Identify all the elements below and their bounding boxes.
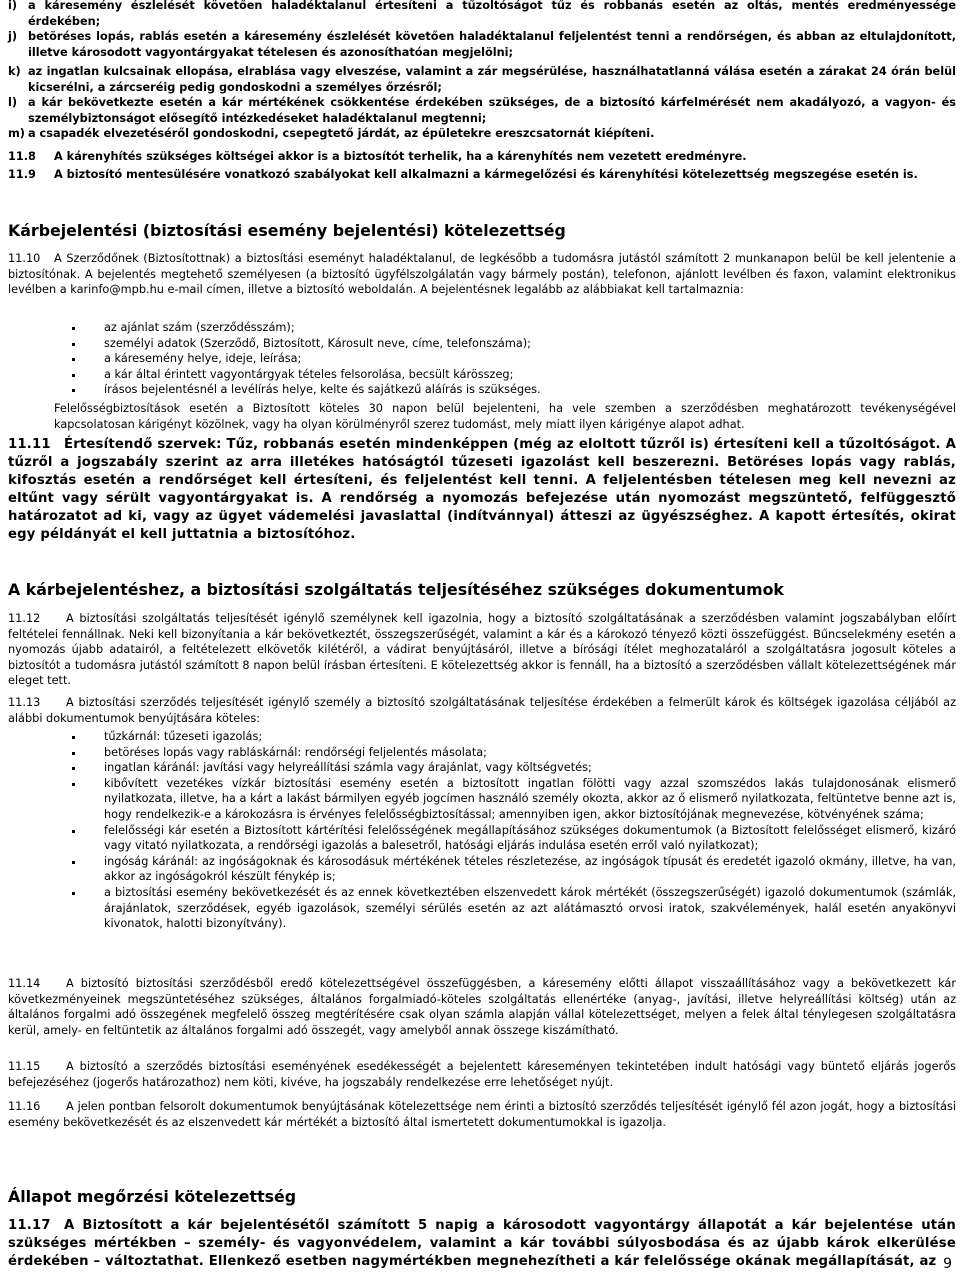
list-item: személyi adatok (Szerződő, Biztosított, Károsult neve, címe, telefonszáma);	[104, 336, 956, 352]
list-item: írásos bejelentésnél a levélírás helye, kelte és sajátkezű aláírás is szükséges.	[104, 382, 956, 398]
bullet-icon	[72, 358, 75, 361]
paragraph-11-15: 11.15 A biztosító a szerződés biztosítási eseményének esedékességét a bejelentett káreseményen tekintetében indult hatósági vagy büntető eljárás jogerős befejezéséhez (jogerős határozathoz) nem köti, kivéve, ha jogszabály rendelkezése erre lehetőséget nyújt.	[8, 1060, 956, 1089]
list-items-k-m	[8, 64, 956, 142]
list-item: a káresemény helye, ideje, leírása;	[104, 351, 956, 367]
list-item: i) a káresemény észlelését követően haladéktalanul értesíteni a tűzoltóságot tűz és robbanás esetén az oltás, mentés eredményessége érdekében;	[8, 0, 956, 28]
paragraph-11-17: 11.17 A Biztosított a kár bejelentésétől számított 5 napig a károsodott vagyontárgy állapotát a kár bejelentése után szükséges mértékben – személy- és vagyonvédelem, valamint a kár további súlyosbodása és az újabb károk elkerülése érdekében – változtathat. Ellenkező esetben nagymértékben megnehezítheti a kár felelőssége okának megállapítását, az	[8, 1218, 956, 1269]
bullet-icon	[72, 389, 75, 392]
list-item: az ajánlat szám (szerződésszám);	[104, 320, 956, 336]
paragraph-11-14: 11.14 A biztosító biztosítási szerződésből eredő kötelezettségével összefüggésben, a káresemény előtti állapot visszaállításához vagy a bekövetkezett kár következményeinek megszüntetéséhez szükséges, általános forgalmiadó-köteles szolgáltatás ellenértéke (anyag-, javítási, illetve helyreállítási költség) után az általános forgalmi adó összegének megfelelő összeg megtérítésére csak olyan számla alapján vállal kötelezettséget, melyen a felek által ténylegesen szolgáltatásra kerül, amely- en feltüntetik az általános forgalmi adó összegét, vagy amelyből annak összege kiszámítható.	[8, 977, 956, 1037]
bullet-icon	[72, 374, 75, 377]
list-item: a biztosítási esemény bekövetkezését és az ennek következtében elszenvedett károk mértékét (összegszerűségét) igazoló dokumentumok (számlák, árajánlatok, szerződések, egyéb igazolások, személyi sérülés esetén az azt alátámasztó orvosi iratok, szakvélemények, halál esetén anyakönyvi kivonatok, halotti bizonyítvány).	[104, 885, 956, 932]
list-item: m) a csapadék elvezetéséről gondoskodni, csepegtető járdát, az épületekre ereszcsatornát kiépíteni.	[8, 127, 655, 141]
paragraph-11-9: 11.9 A biztosító mentesülésére vonatkozó szabályokat kell alkalmazni a kármegelőzési és kárenyhítési kötelezettség megszegése esetén is.	[8, 168, 918, 181]
list-item: betöréses lopás vagy rabláskárnál: rendőrségi feljelentés másolata;	[104, 745, 956, 761]
bullet-icon	[72, 752, 75, 755]
list-item: kibővített vezetékes vízkár biztosítási esemény esetén a biztosított ingatlan fölötti vagy azzal szomszédos lakás tulajdonosának elismerő nyilatkozata, illetve, ha a kárt a lakást bármilyen egyéb jogcímen használó személy okozta, akkor az ő elismerő nyilatkozata, feltüntetve benne azt is, hogy rendelkezik-e a károkozásra is érvényes felelősségbiztosítással; amennyiben igen, akkor biztosítójának megnevezése, kötvényének száma;	[104, 776, 956, 823]
required-data-list	[104, 320, 956, 398]
list-item: tűzkárnál: tűzeseti igazolás;	[104, 729, 956, 745]
section-heading-allapot-megorzes: Állapot megőrzési kötelezettség	[8, 1187, 297, 1206]
bullet-icon	[72, 861, 75, 864]
bullet-icon	[72, 830, 75, 833]
paragraph-11-13: 11.13 A biztosítási szerződés teljesítését igénylő személy a biztosító szolgáltatásának teljesítése érdekében a felmerült károk és költségek igazolása céljából az alábbi dokumentumok benyújtására köteles:	[8, 696, 956, 725]
list-item: felelősségi kár esetén a Biztosított kártérítési felelősségének megállapításához szükséges dokumentumok (a Biztosított felelősséget elismerő, kizáró vagy vitató nyilatkozata, a rendőrségi igazolás a balesetről, hatósági eljárás indulása esetén erről való nyilatkozat);	[104, 823, 956, 854]
bullet-icon	[72, 783, 75, 786]
section-heading-karbejelentes: Kárbejelentési (biztosítási esemény bejelentési) kötelezettség	[8, 221, 566, 240]
paragraph-11-10: 11.10 A Szerződőnek (Biztosítottnak) a biztosítási eseményt haladéktalanul, de legkésőbb a tudomásra jutástól számított 2 munkanapon belül be kell jelentenie a biztosítónak. A bejelentés megtehető személyesen (a biztosító ügyfélszolgálatán vagy bármely postán), telefonon, ajánlott levélben és faxon, valamint elektronikus levélben a karinfo@mpb.hu e-mail címen, illetve a biztosító weboldalán. A bejelentésnek legalább az alábbiakat kell tartalmaznia:	[8, 252, 956, 297]
list-item: k) az ingatlan kulcsainak ellopása, elrablása vagy elveszése, valamint a zár megsérülése, használhatatlanná válása esetén a zárakat 24 órán belül kicserélni, a zárcseréig pedig gondoskodni a személyes őrzésről;	[8, 65, 956, 94]
list-item: ingóság káránál: az ingóságoknak és károsodásuk mértékének tételes részletezése, az ingóságok típusát és eredetét igazoló okmány, illetve, ha van, akkor az ingóságokról készült fénykép is;	[104, 854, 956, 885]
paragraph-11-12: 11.12 A biztosítási szolgáltatás teljesítését igénylő személynek kell igazolnia, hogy a biztosító szolgáltatásának a szerződésben valamint jogszabályban előírt feltételei fennállnak. Neki kell bizonyítania a kár bekövetkeztét, összegszerűségét, valamint a kár és a károkozó tényező közti összefüggést. Bűncselekmény esetén a nyomozás újabb adatairól, a feltételezett elkövetők kilétéről, a vádirat benyújtásáról, illetve a bírósági ítélet meghozataláról a szolgáltatásra jogosult köteles a biztosítót a tudomásra jutástól számított 8 napon belül írásban értesíteni. E kötelezettség akkor is fennáll, ha a biztosító a szerződésben vállalt kötelezettségének már eleget tett.	[8, 612, 956, 688]
required-documents-list	[104, 729, 956, 932]
bullet-icon	[72, 327, 75, 330]
list-items-i-j	[8, 0, 956, 60]
list-item: j) betöréses lopás, rablás esetén a káresemény észlelését követően haladéktalanul feljelentést tenni a rendőrségen, és abban az eltulajdonított, illetve károsodott vagyontárgyakat tételesen és azonosíthatóan megjelölni;	[8, 30, 956, 59]
bullet-icon	[72, 767, 75, 770]
list-item: ingatlan káránál: javítási vagy helyreállítási számla vagy árajánlat, vagy költségvetés;	[104, 760, 956, 776]
section-heading-dokumentumok: A kárbejelentéshez, a biztosítási szolgáltatás teljesítéséhez szükséges dokumentumok	[8, 580, 784, 599]
paragraph-11-10-tail: Felelősségbiztosítások esetén a Biztosított köteles 30 napon belül bejelenteni, ha vele szemben a szerződésben meghatározott tevékenységével kapcsolatosan kárigényt közölnek, vagy ha olyan körülményről szerez tudomást, mely miatt ilyen kárigénye alapot adhat.	[54, 402, 956, 431]
bullet-icon	[72, 892, 75, 895]
paragraph-11-11: 11.11 Értesítendő szervek: Tűz, robbanás esetén mindenképpen (még az eloltott tűzről is) értesíteni kell a tűzoltóságot. A tűzről a jogszabály szerint az arra illetékes hatóságtól tűzeseti igazolást kell beszerezni. Betöréses lopás vagy rablás, kifosztás esetén a rendőrséget kell értesíteni, és feljelentést kell tenni. A feljelentésben tételesen meg kell nevezni az eltűnt vagy sérült vagyontárgyakat is. A rendőrség a nyomozás befejezése után nyomozást megszüntető, felfüggesztő határozatot ad ki, vagy az ügyet vádemelési javaslattal (indítvánnyal) átteszi az ügyészséghez. A kapott értesítés, okirat egy példányát el kell juttatnia a biztosítóhoz.	[8, 437, 956, 542]
paragraph-11-16: 11.16 A jelen pontban felsorolt dokumentumok benyújtásának kötelezettsége nem érinti a biztosító szerződés teljesítését igénylő fél azon jogát, hogy a biztosítási esemény bekövetkezését és az elszenvedett kár mértékét a biztosító által ismertetett dokumentumokkal is igazolja.	[8, 1100, 956, 1129]
paragraph-11-8: 11.8 A kárenyhítés szükséges költségei akkor is a biztosítót terhelik, ha a kárenyhítés nem vezetett eredményre.	[8, 150, 747, 163]
page-number: 9	[943, 1256, 952, 1272]
list-item: l) a kár bekövetkezte esetén a kár mértékének csökkentése érdekében szükséges, de a biztosító kárfelmérését nem akadályozó, a vagyon- és személybiztonságot elősegítő intézkedéseket haladéktalanul megtenni;	[8, 96, 956, 125]
list-item: a kár által érintett vagyontárgyak tételes felsorolása, becsült kárösszeg;	[104, 367, 956, 383]
bullet-icon	[72, 343, 75, 346]
bullet-icon	[72, 736, 75, 739]
